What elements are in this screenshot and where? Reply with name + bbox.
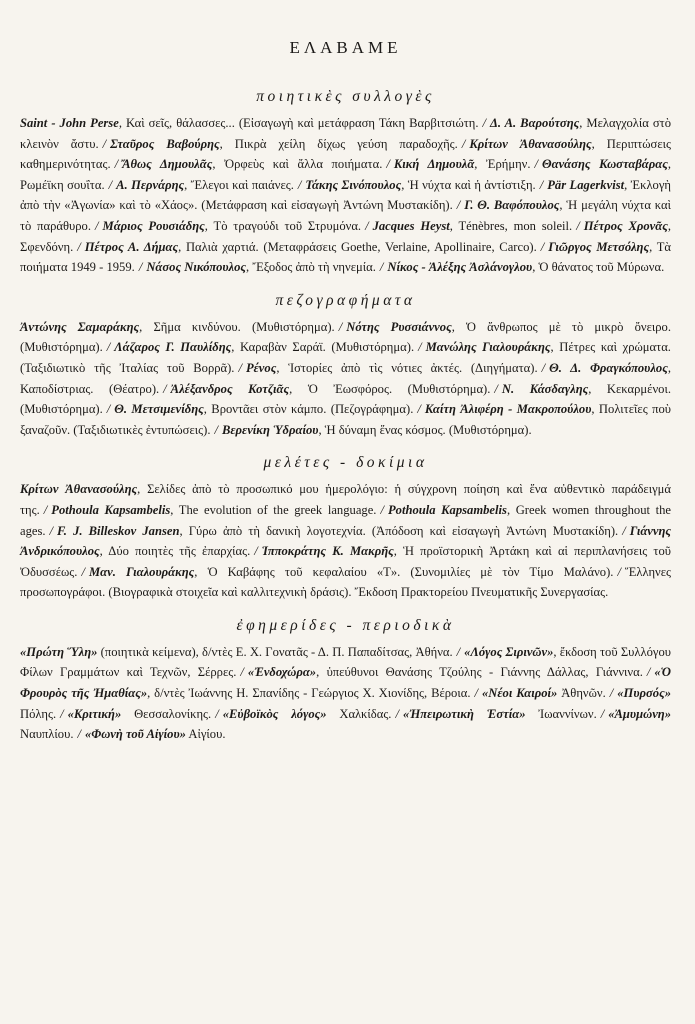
entry-work: , Greek women throughout the ages. [20, 502, 672, 538]
entry-separator: / [622, 523, 626, 538]
entry-separator: / [254, 544, 258, 559]
entry [246, 361, 538, 375]
entry-separator: / [418, 340, 422, 355]
entry-work: , Ἔξοδος ἀπὸ τὴ νηνεμία. [246, 260, 376, 275]
entry-work: (ποιητικὰ κείμενα), δ/ντὲς Ε. Χ. Γονατᾶς - Δ. Π. Παπαδίτσας, Ἀθήνα. [97, 644, 453, 659]
entry-work: , Ὀρφεὺς καὶ ἄλλα ποιήματα. [212, 157, 383, 172]
entry-author: Δ. Α. Βαρούτσης [490, 116, 580, 130]
section-heading: πεζογραφήματα [275, 291, 416, 309]
entry-work: , Ἡ προϊστορικὴ Ἀρτάκη καὶ αἱ περιπλανήσεις τοῦ Ὀδυσσέως. [20, 544, 671, 579]
entry-author: Saint - John Perse [20, 116, 119, 130]
entry-work: , Ὁ Καβάφης τοῦ κεφαλαίου «Τ». (Συνομιλίες μὲ τὸν Τίμο Μαλάνο). [194, 564, 614, 579]
entry-work: , Ὁ θάνατος τοῦ Μύρωνα. [532, 260, 665, 275]
entry [223, 707, 392, 721]
section-heading: ποιητικὲς συλλογὲς [256, 88, 435, 105]
entry-work: , Σφενδόνη. [20, 218, 671, 254]
entry-separator: / [81, 564, 85, 579]
section-3 [20, 617, 671, 745]
entry-separator: / [297, 177, 302, 192]
entry-author: Jacques Heyst [372, 218, 450, 233]
entry-work: Ἕλληνες προσωπογράφοι. (Βιογραφικὰ στοιχεῖα καὶ καλλιτεχνικὴ δράσις). Ἔκδοση Πρακτορείου Πνευματικῆς Συνεργασίας. [20, 564, 671, 600]
entry [305, 178, 535, 192]
entry-separator: / [417, 402, 421, 417]
entry [403, 707, 597, 721]
entry-author: Κρίτων Ἀθανασούλης [469, 136, 592, 151]
entry-work: , Γύρω ἀπὸ τὴ δανικὴ λογοτεχνία. (Ἀπόδοση καὶ εἰσαγωγὴ Ἀντώνη Μυστακίδη). [179, 523, 619, 538]
section-1 [20, 292, 671, 441]
entry-author: F. J. Billeskov Jansen [57, 523, 180, 538]
entry-author: «Νέοι Καιροί» [481, 686, 558, 701]
entry-author: Τάκης Σινόπουλος [305, 177, 402, 192]
entry-separator: / [541, 360, 546, 375]
entry-author: Νάσος Νικόπουλος [146, 260, 247, 275]
entry-author: Ἱπποκράτης Κ. Μακρῆς [261, 544, 394, 559]
entry-author: Pothoula Kapsambelis [387, 502, 507, 517]
entry-separator: / [474, 686, 478, 701]
entry-author: Μάριος Ρουσιάδης [102, 218, 205, 233]
entry-separator: / [238, 360, 242, 375]
entry-author: «Ἀμυμώνη» [608, 706, 672, 721]
entry-author: «Εὐβοϊκὸς λόγος» [222, 706, 327, 721]
entry-work: , Ἐρήμην. [474, 157, 531, 172]
entry [20, 645, 453, 659]
entry-work: , Κεκαρμένοι. (Μυθιστόρημα). [20, 381, 671, 417]
entry [114, 402, 413, 416]
entry-work: , Πολιτεῖες ποὺ ξαναζοῦν. (Ταξιδιωτικὲς ἐντυπώσεις). [20, 402, 671, 437]
entries-paragraph [20, 317, 671, 441]
entry [51, 503, 376, 517]
entry-work: , Πικρὰ χείλη δίχως γεύση παραδοχῆς. [219, 136, 458, 151]
entry [387, 260, 664, 274]
entry-work: , Τὸ τραγούδι τοῦ Στρυμόνα. [204, 218, 362, 233]
entry-separator: / [461, 136, 466, 151]
entry-work: , Ὁ ἄνθρωπος μὲ τὸ μικρὸ ὄνειρο. (Μυθιστόρημα). [20, 319, 672, 355]
section-0 [20, 88, 671, 278]
entry-separator: / [539, 177, 544, 192]
entry [85, 727, 226, 741]
entry-work: Πόλης. [20, 706, 57, 721]
entry-separator: / [365, 218, 369, 233]
section-2 [20, 454, 671, 603]
entry-author: Γ. Θ. Βαφόπουλος [464, 198, 560, 213]
entry-separator: / [102, 136, 107, 151]
entry [68, 707, 212, 721]
entry [222, 423, 532, 437]
entry-work: Ναυπλίου. [20, 727, 74, 742]
entry [146, 260, 376, 274]
entry-author: Μαν. Γιαλουράκης [88, 564, 195, 579]
entry-work: Ἀθηνῶν. [557, 686, 606, 701]
entry-work: , Τὰ ποιήματα 1949 - 1959. [20, 239, 671, 275]
entry-author: Κική Δημουλᾶ [393, 157, 475, 172]
entry-work: , Ἡ δύναμη ἕνας κόσμος. (Μυθιστόρημα). [318, 422, 532, 437]
entry-separator: / [456, 644, 461, 659]
entries-paragraph [20, 479, 671, 603]
entry-work: , Ρωμέϊκη σουΐτα. [20, 157, 671, 192]
entry [373, 219, 573, 233]
entry-work: , Πέτρες καὶ χρώματα. (Ταξιδιωτικὸ τῆς Ἰταλίας τοῦ Βορρᾶ). [20, 340, 671, 375]
entry [482, 686, 606, 700]
entry-separator: / [43, 502, 48, 517]
entry-separator: / [380, 502, 384, 517]
entry-work: , δ/ντὲς Ἰωάννης Η. Σπανίδης - Γεώργιος Χ. Χιονίδης, Βέροια. [147, 686, 471, 701]
entry [57, 524, 618, 538]
section-heading: μελέτες - δοκίμια [263, 454, 428, 472]
entry-author: Πέτρος Χρονᾶς [583, 218, 668, 233]
entry-author: «Πρώτη Ὕλη» [20, 644, 98, 659]
entry-separator: / [456, 198, 461, 213]
entry-work: , Σελίδες ἀπὸ τὸ προσωπικό μου ἡμερολόγιο: ἡ σύγχρονη ποίηση καὶ ἕνα αὐθεντικὸ παράδειγμά της. [20, 482, 671, 517]
entry-separator: / [386, 157, 390, 172]
entry [103, 219, 362, 233]
entry-separator: / [138, 260, 143, 275]
entry-separator: / [95, 218, 99, 233]
entry-separator: / [114, 157, 119, 172]
entry-author: Γιῶργος Μετσόλης [548, 239, 650, 254]
entry-work: , Σῆμα κινδύνου. (Μυθιστόρημα). [139, 319, 335, 334]
entry-separator: / [49, 523, 54, 538]
entry-work: , Καὶ σεῖς, θάλασσες... (Εἰσαγωγὴ καὶ μετάφραση Τάκη Βαρβιτσιώτη. [118, 116, 479, 130]
entry-author: Ἄθως Δημουλᾶς [122, 157, 213, 172]
entry-separator: / [540, 239, 545, 254]
entry-author: Ν. Κάσδαγλης [501, 381, 589, 396]
entry-work: Αἰγίου. [185, 727, 226, 742]
entry-author: «Φωνὴ τοῦ Αἰγίου» [84, 727, 186, 742]
entry-author: Σταῦρος Βαβούρης [110, 136, 220, 151]
entry-work: , Καποδίστριας. (Θέατρο). [20, 360, 671, 396]
entry-work: Χαλκίδας. [326, 706, 392, 721]
entry-separator: / [60, 706, 64, 721]
entry-work: , Βροντᾶει στὸν κάμπο. (Πεζογράφημα). [203, 402, 414, 417]
entry-separator: / [77, 727, 81, 742]
entry-work: , Ἡ μεγάλη νύχτα καὶ τὸ παράθυρο. [20, 198, 671, 233]
entry-separator: / [609, 686, 614, 701]
entry-work: , ἔκδοση τοῦ Συλλόγου Φίλων Γραμμάτων καὶ Τεχνῶν, Σέρρες. [20, 644, 671, 680]
entry-separator: / [600, 706, 605, 721]
entry-separator: / [214, 422, 218, 437]
entry [171, 382, 491, 396]
entry-work: , Ἱστορίες ἀπὸ τὶς νότιες ἀκτές. (Διηγήματα). [276, 360, 538, 375]
entry [394, 157, 531, 171]
sections-container [20, 88, 671, 745]
entry-work: , Ἐκλογὴ ἀπὸ τὴν «Ἀγωνία» καὶ τὸ «Χάος». (Μετάφραση καὶ εἰσαγωγὴ Ἀντώνη Μυστακίδη). [20, 177, 671, 213]
entry-author: Λάζαρος Γ. Παυλίδης [114, 340, 232, 355]
entry-author: Μανώλης Γιαλουράκης [425, 340, 551, 355]
entry-author: Pothoula Kapsambelis [51, 502, 171, 517]
entry [20, 116, 479, 130]
entry-author: «Λόγος Σιρινῶν» [464, 644, 554, 659]
entry-author: «Κριτική» [67, 706, 122, 721]
entry-separator: / [106, 340, 111, 355]
entry-separator: / [494, 381, 498, 396]
entry-separator: / [240, 665, 244, 680]
entry-work: Ἰωαννίνων. [525, 706, 597, 721]
entry-separator: / [379, 260, 384, 275]
entry-separator: / [338, 319, 343, 334]
entry [122, 157, 382, 171]
entry-author: Ἀλέξανδρος Κοτζιᾶς [170, 381, 290, 396]
entry-separator: / [617, 564, 621, 579]
entry-work: , Ἔλεγοι καὶ παιάνες. [184, 177, 294, 192]
entry-separator: / [646, 665, 651, 680]
entry-work: , Ὁ Ἐωσφόρος. (Μυθιστόρημα). [289, 381, 491, 396]
entry [114, 340, 414, 354]
entry-separator: / [163, 381, 167, 396]
entry-author: Καίτη Ἀλιφέρη - Μακροπούλου [424, 402, 592, 417]
entry-author: Κρίτων Ἀθανασούλης [20, 482, 138, 497]
entry-work: , Περιπτώσεις καθημερινότητας. [20, 136, 672, 172]
entry-work: , Καραβὰν Σαράϊ. (Μυθιστόρημα). [231, 340, 415, 355]
entry-author: Γιάννης Ἀνδρικόπουλος [20, 523, 671, 559]
entry [248, 665, 643, 679]
entry-author: Νίκος - Ἀλέξης Ἀσλάνογλου [387, 260, 533, 275]
entry-author: Νότης Ρυσσιάννος [346, 319, 452, 334]
entry-work: , ὑπεύθυνοι Θανάσης Τζούλης - Γιάννης Δάλλας, Γιάννινα. [316, 665, 643, 680]
entry-work: , Μελαγχολία στὸ κλεινὸν ἄστυ. [20, 116, 672, 151]
entry-separator: / [395, 706, 399, 721]
entry-separator: / [534, 157, 539, 172]
entry-separator: / [106, 402, 111, 417]
entry-author: Θ. Δ. Φραγκόπουλος [549, 360, 668, 375]
entry-author: Βερενίκη Ὑδραίου [221, 422, 319, 437]
page-title: ΕΛΑΒΑΜΕ [289, 38, 402, 57]
entry [85, 240, 537, 254]
entry-author: Α. Περνάρης [116, 177, 185, 192]
entry-work: , Ténèbres, mon soleil. [449, 218, 573, 233]
entry-author: Pär Lagerkvist [547, 177, 625, 192]
entry-author: «Ἐνδοχώρα» [247, 665, 317, 680]
entry-separator: / [77, 239, 81, 254]
entry [89, 565, 614, 579]
entry-work: , Παλιὰ χαρτιά. (Μεταφράσεις Goethe, Verlaine, Apollinaire, Carco). [178, 239, 537, 254]
entry-work: , Ἡ νύχτα καὶ ἡ ἀντίστιξη. [401, 177, 536, 192]
entry-author: Ἀντώνης Σαμαράκης [20, 319, 140, 334]
entry-work: , The evolution of the greek language. [170, 502, 377, 517]
entries-paragraph [20, 113, 671, 278]
entry-work: , Δύο ποιητὲς τῆς ἐπαρχίας. [99, 544, 251, 559]
entry-author: «Ἠπειρωτικὴ Ἑστία» [402, 706, 526, 721]
section-heading: ἐφημερίδες - περιοδικὰ [236, 616, 455, 634]
entry [110, 137, 458, 151]
entry-separator: / [482, 116, 487, 130]
entry-author: «Ὁ Φρουρὸς τῆς Ἠμαθίας» [20, 665, 671, 701]
entry-separator: / [215, 706, 219, 721]
entry-separator: / [576, 218, 580, 233]
entry [20, 320, 335, 334]
entry-author: Πέτρος Α. Δήμας [84, 239, 179, 254]
entry-author: Θανάσης Κωσταβάρας [542, 157, 668, 172]
entry-separator: / [108, 177, 113, 192]
entry [116, 178, 294, 192]
entry-author: «Πυρσός» [617, 686, 671, 701]
entries-paragraph [20, 642, 671, 745]
entry-work: Θεσσαλονίκης. [121, 706, 212, 721]
entry-author: Θ. Μετσιμενίδης [114, 402, 204, 417]
entry-author: Ρένος [245, 360, 277, 375]
